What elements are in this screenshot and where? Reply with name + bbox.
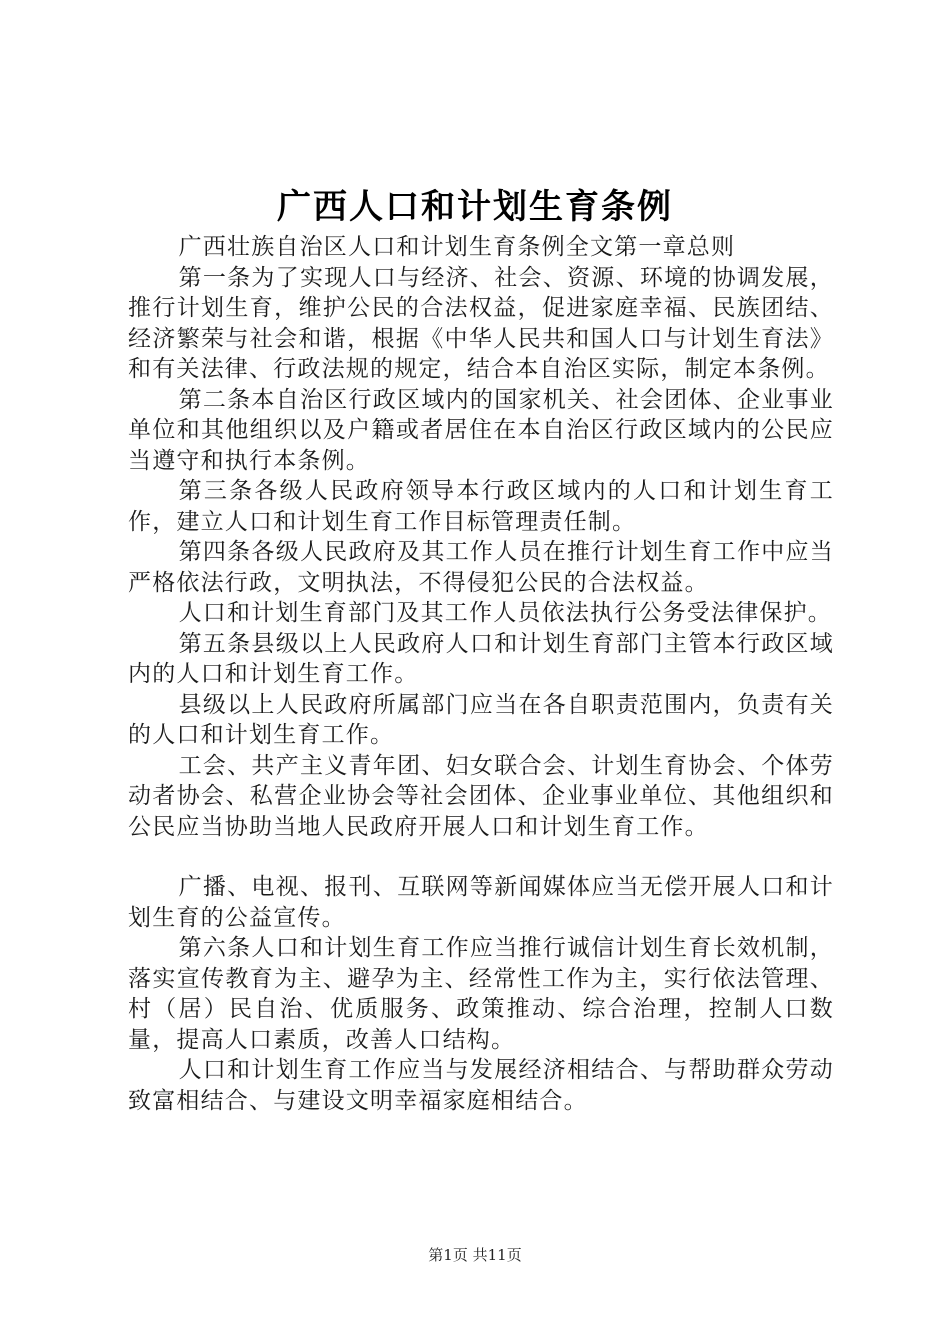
paragraph: 第五条县级以上人民政府人口和计划生育部门主管本行政区域内的人口和计划生育工作。 [128, 630, 834, 687]
paragraph: 第一条为了实现人口与经济、社会、资源、环境的协调发展，推行计划生育，维护公民的合法权益，促进家庭幸福、民族团结、经济繁荣与社会和谐，根据《中华人民共和国人口与计划生育法》和有关法律、行政法规的规定，结合本自治区实际，制定本条例。 [128, 264, 834, 382]
document-body [128, 232, 834, 1116]
paragraph: 人口和计划生育部门及其工作人员依法执行公务受法律保护。 [178, 600, 832, 626]
paragraph: 广西壮族自治区人口和计划生育条例全文第一章总则 [178, 234, 736, 260]
paragraph: 广播、电视、报刊、互联网等新闻媒体应当无偿开展人口和计划生育的公益宣传。 [128, 874, 834, 931]
paragraph: 第三条各级人民政府领导本行政区域内的人口和计划生育工作，建立人口和计划生育工作目标管理责任制。 [128, 478, 834, 535]
document-title: 广西人口和计划生育条例 [277, 187, 673, 227]
paragraph: 第四条各级人民政府及其工作人员在推行计划生育工作中应当严格依法行政，文明执法，不得侵犯公民的合法权益。 [128, 539, 834, 596]
paragraph: 第二条本自治区行政区域内的国家机关、社会团体、企业事业单位和其他组织以及户籍或者居住在本自治区行政区域内的公民应当遵守和执行本条例。 [128, 386, 834, 474]
paragraph: 工会、共产主义青年团、妇女联合会、计划生育协会、个体劳动者协会、私营企业协会等社会团体、企业事业单位、其他组织和公民应当协助当地人民政府开展人口和计划生育工作。 [128, 752, 834, 840]
paragraph: 县级以上人民政府所属部门应当在各自职责范围内，负责有关的人口和计划生育工作。 [128, 691, 834, 748]
paragraph: 人口和计划生育工作应当与发展经济相结合、与帮助群众劳动致富相结合、与建设文明幸福家庭相结合。 [128, 1057, 834, 1114]
paragraph: 第六条人口和计划生育工作应当推行诚信计划生育长效机制，落实宣传教育为主、避孕为主、经常性工作为主，实行依法管理、村（居）民自治、优质服务、政策推动、综合治理，控制人口数量，提高人口素质，改善人口结构。 [128, 935, 834, 1053]
page-footer: 第1页 共11页 [428, 1246, 522, 1264]
